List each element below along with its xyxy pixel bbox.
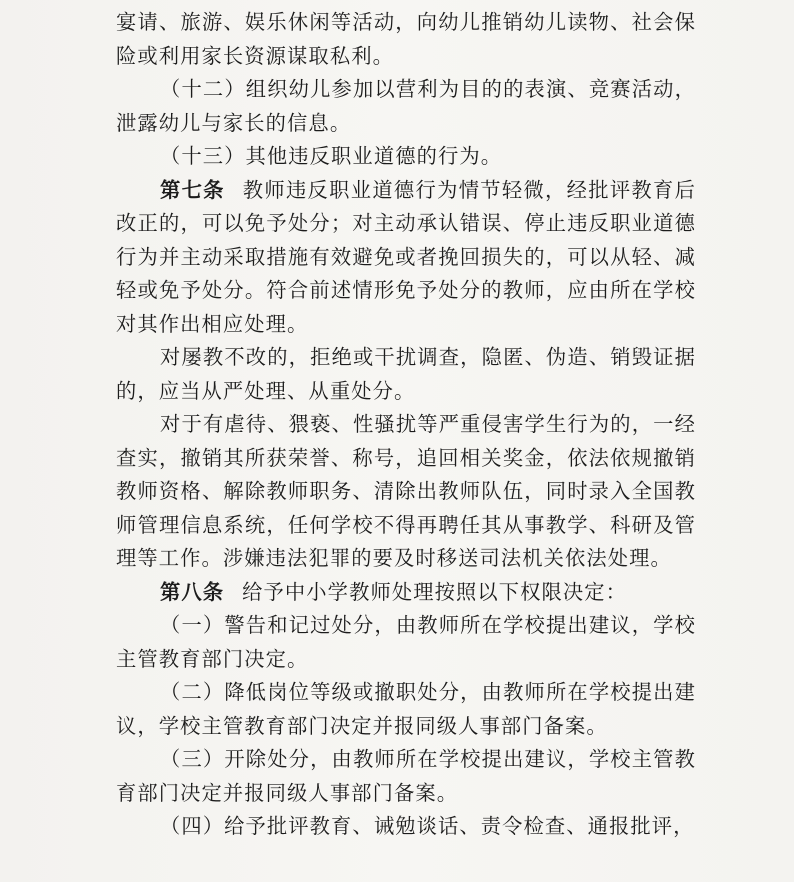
paragraph-serious-harm (116, 408, 696, 576)
paragraph-text: 对屡教不改的，拒绝或干扰调查，隐匿、伪造、销毁证据的，应当从严处理、从重处分。 (116, 345, 696, 403)
item-text: （一）警告和记过处分，由教师所在学校提出建议，学校主管教育部门决定。 (116, 613, 696, 671)
paragraph-text: 对于有虐待、猥亵、性骚扰等严重侵害学生行为的，一经查实，撤销其所获荣誉、称号，追回相关奖金，依法依规撤销教师资格、解除教师职务、清除出教师队伍，同时录入全国教师管理信息系统，任何学校不得再聘任其从事教学、科研及管理等工作。涉嫌违法犯罪的要及时移送司法机关依法处理。 (116, 412, 696, 570)
item-3 (116, 743, 696, 810)
item-text: （四）给予批评教育、诫勉谈话、责令检查、通报批评， (160, 814, 695, 838)
article-text: 给予中小学教师处理按照以下权限决定： (242, 579, 628, 604)
paragraph-social-insurance (116, 6, 696, 73)
article-text: 教师违反职业道德行为情节轻微，经批评教育后改正的，可以免予处分；对主动承认错误、停止违反职业道德行为并主动采取措施有效避免或者挽回损失的，可以从轻、减轻或免予处分。符合前述情形免予处分的教师，应由所在学校对其作出相应处理。 (116, 177, 696, 336)
article-heading: 第八条 (160, 579, 225, 604)
item-text: （十二）组织幼儿参加以营利为目的的表演、竞赛活动，泄露幼儿与家长的信息。 (116, 77, 696, 135)
article-8 (116, 576, 696, 610)
item-12 (116, 73, 696, 140)
item-text: （三）开除处分，由教师所在学校提出建议，学校主管教育部门决定并报同级人事部门备案。 (116, 747, 696, 805)
item-4 (116, 810, 696, 844)
document-body (116, 6, 696, 844)
item-13 (116, 140, 696, 174)
article-heading: 第七条 (160, 177, 225, 202)
item-1 (116, 609, 696, 676)
item-2 (116, 676, 696, 743)
paragraph-repeat-offense (116, 341, 696, 408)
article-7 (116, 174, 696, 342)
item-text: （十三）其他违反职业道德的行为。 (160, 144, 503, 168)
paragraph-text: 宴请、旅游、娱乐休闲等活动，向幼儿推销幼儿读物、社会保险或利用家长资源谋取私利。 (116, 10, 696, 68)
item-text: （二）降低岗位等级或撤职处分，由教师所在学校提出建议，学校主管教育部门决定并报同级人事部门备案。 (116, 680, 696, 738)
